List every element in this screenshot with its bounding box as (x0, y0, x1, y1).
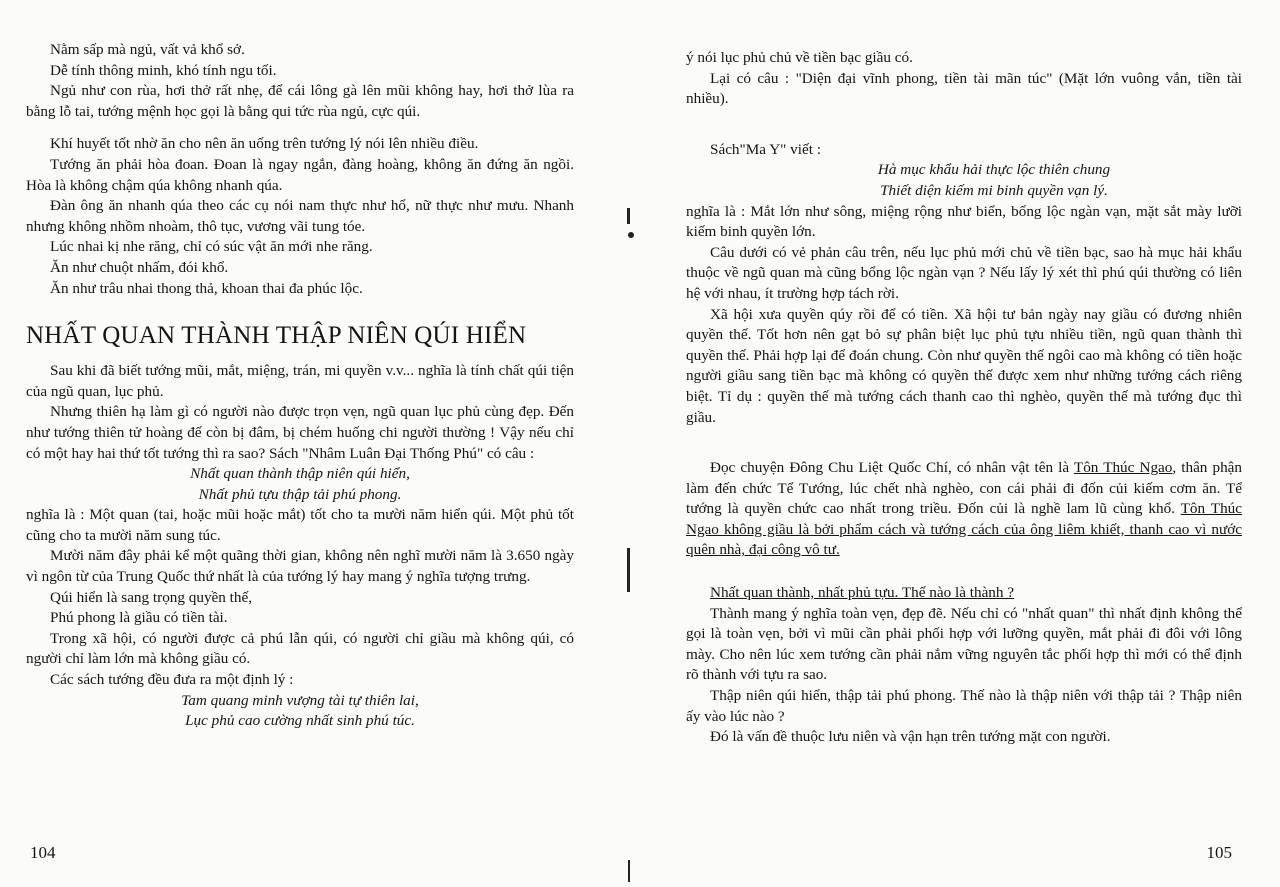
verse-line: Nhất quan thành thập niên qúi hiển, (190, 465, 410, 483)
paragraph: Phú phong là giầu có tiền tài. (50, 609, 228, 627)
paragraph: Đàn ông ăn nhanh qúa theo các cụ nói nam thực như hổ, nữ thực như mưu. Nhanh nhưng không nhồm nhoàm, thô tục, vương vãi tung tóe. (26, 197, 574, 235)
paragraph-text: , thân phận làm đến chức Tể Tướng, lúc chết nhà nghèo, con cái phải đi đốn củi kiếm cơm ăn. Tể tướng là quyền chức cao nhất trong triều. Đốn củi là nghề lam lũ cùng khổ. (686, 459, 1242, 518)
underlined-sentence: Tôn Thúc Ngao không giầu là bởi phẩm cách và tướng cách của ông liêm khiết, thanh cao vì nước quên nhà, đại công vô tư. (686, 500, 1242, 559)
paragraph: Qúi hiển là sang trọng quyền thế, (50, 588, 253, 606)
section-heading: NHẤT QUAN THÀNH THẬP NIÊN QÚI HIỂN (26, 322, 527, 350)
verse-line: Tam quang minh vượng tài tự thiên lai, (181, 691, 419, 709)
right-page (640, 0, 1280, 887)
paragraph: Lúc nhai kị nhe răng, chỉ có súc vật ăn mới nhe răng. (50, 238, 373, 256)
scan-mark (628, 860, 630, 882)
scan-mark (627, 208, 630, 224)
paragraph: Ngủ như con rùa, hơi thở rất nhẹ, để cái lông gà lên mũi không hay, hơi thở lùa ra bằng lỗ tai, tướng mệnh học gọi là bằng qui tức rùa ngủ, cực qúi. (26, 82, 574, 120)
paragraph: Tướng ăn phải hòa đoan. Đoan là ngay ngắn, đàng hoàng, không ăn đứng ăn ngồi. Hòa là không chậm qúa không nhanh qúa. (26, 155, 574, 194)
paragraph: Các sách tướng đều đưa ra một định lý : (50, 671, 294, 689)
paragraph: Sau khi đã biết tướng mũi, mắt, miệng, trán, mi quyền v.v... nghĩa là tính chất qúi tiện của ngũ quan, lục phủ. (26, 362, 574, 400)
left-page (0, 0, 620, 887)
right-page-text (686, 48, 1242, 748)
paragraph: Thập niên qúi hiển, thập tải phú phong. Thế nào là thập niên với thập tải ? Thập niên ấy vào lúc nào ? (686, 687, 1242, 725)
paragraph: Lại có câu : "Diện đại vĩnh phong, tiền tài mãn túc" (Mặt lớn vuông vắn, tiền tài nhiều). (686, 69, 1242, 108)
question-text: Nhất quan thành, nhất phủ tựu. Thế nào là thành ? (710, 584, 1015, 602)
question-line (686, 583, 1242, 604)
verse-line: Hà mục khẩu hải thực lộc thiên chung (877, 161, 1111, 179)
paragraph: Nhưng thiên hạ làm gì có người nào được trọn vẹn, ngũ quan lục phủ cùng đẹp. Đến như tướng thiên tử hoàng đế còn bị đâm, bị chém huống chi người thường ! Vậy nếu chỉ có một hay hai thứ tốt tướng thì ra sao? Sách "Nhâm Luân Đại Thống Phú" có câu : (26, 403, 574, 462)
verse-line: Lục phủ cao cường nhất sinh phú túc. (185, 712, 415, 730)
scan-mark (627, 548, 630, 592)
paragraph: Xã hội xưa quyền qúy rồi để có tiền. Xã hội tư bản ngày nay giầu có đương nhiên quyền thế. Tốt hơn nên gạt bỏ sự phân biệt lục phủ tựu nhiều tiền, ngũ quan thành thì quyền thế. Phải hợp lại để đoán chung. Còn như quyền thế ngôi cao mà không có tiền hoặc người giầu sang tiền bạc mà không có quyền thế được xem như những tướng cách riêng biệt. Tỉ dụ : quyền thế mà tướng cách thanh cao thì nghèo, quyền thế mà tướng đục thì giầu. (686, 305, 1242, 426)
paragraph: Nằm sấp mà ngủ, vất vả khổ sở. (50, 41, 245, 58)
paragraph: Mười năm đây phải kể một quãng thời gian, không nên nghĩ mười năm là 3.650 ngày vì ngôn từ của Trung Quốc thứ nhất là của tướng lý hay mang ý nghĩa tượng trưng. (26, 547, 574, 586)
paragraph: Ăn như chuột nhấm, đói khổ. (50, 258, 229, 276)
paragraph: Thành mang ý nghĩa toàn vẹn, đẹp đẽ. Nếu chỉ có "nhất quan" thì nhất định không thể gọi là toàn vẹn, bởi vì mũi cần phải phối hợp với lưỡng quyền, mắt phải đi đôi với lông mày. Cho nên lúc xem tướng cần phải nắm vững nguyên tắc phối hợp thì mới có thể định rõ thành với tựu ra sao. (686, 604, 1242, 684)
paragraph: Đó là vấn đề thuộc lưu niên và vận hạn trên tướng mặt con người. (710, 728, 1111, 746)
paragraph: Trong xã hội, có người được cả phú lẫn qúi, có người chỉ giầu mà không qúi, có người chỉ làm lớn mà không giầu có. (26, 629, 574, 668)
page-gutter (618, 0, 642, 887)
paragraph: Dễ tính thông minh, khó tính ngu tối. (50, 61, 277, 79)
paragraph: Khí huyết tốt nhờ ăn cho nên ăn uống trên tướng lý nói lên nhiều điều. (50, 135, 479, 153)
page-number: 105 (1206, 843, 1232, 862)
underlined-name: Tôn Thúc Ngao (1073, 459, 1173, 477)
verse-line: Thiết diện kiếm mi binh quyền vạn lý. (880, 181, 1108, 199)
left-page-text (26, 40, 574, 732)
paragraph: ý nói lục phủ chủ về tiền bạc giầu có. (686, 49, 913, 66)
paragraph: nghĩa là : Một quan (tai, hoặc mũi hoặc mắt) tốt cho ta mười năm hiển qúi. Một phủ tốt cũng cho ta mười năm sung túc. (26, 506, 574, 544)
paragraph-text: Đọc chuyện Đông Chu Liệt Quốc Chí, có nhân vật tên là (710, 459, 1074, 477)
scan-mark (628, 232, 634, 238)
paragraph: Ăn như trâu nhai thong thả, khoan thai đa phúc lộc. (50, 279, 363, 297)
page-number: 104 (30, 843, 56, 862)
paragraph (686, 458, 1242, 561)
verse-line: Nhất phủ tựu thập tải phú phong. (198, 485, 402, 503)
paragraph: nghĩa là : Mắt lớn như sông, miệng rộng như biển, bổng lộc ngàn vạn, mặt sắt mày lưỡi kiếm binh quyền lớn. (686, 202, 1242, 241)
book-intro: Sách"Ma Y" viết : (710, 140, 821, 158)
paragraph: Câu dưới có vẻ phản câu trên, nếu lục phủ mới chủ về tiền bạc, sao hà mục hải khẩu thuộc về ngũ quan mà cũng bổng lộc ngàn vạn ? Nếu lấy lý xét thì phú qúi thường có liên hệ với nhau, ít trường hợp tách rời. (686, 243, 1242, 302)
